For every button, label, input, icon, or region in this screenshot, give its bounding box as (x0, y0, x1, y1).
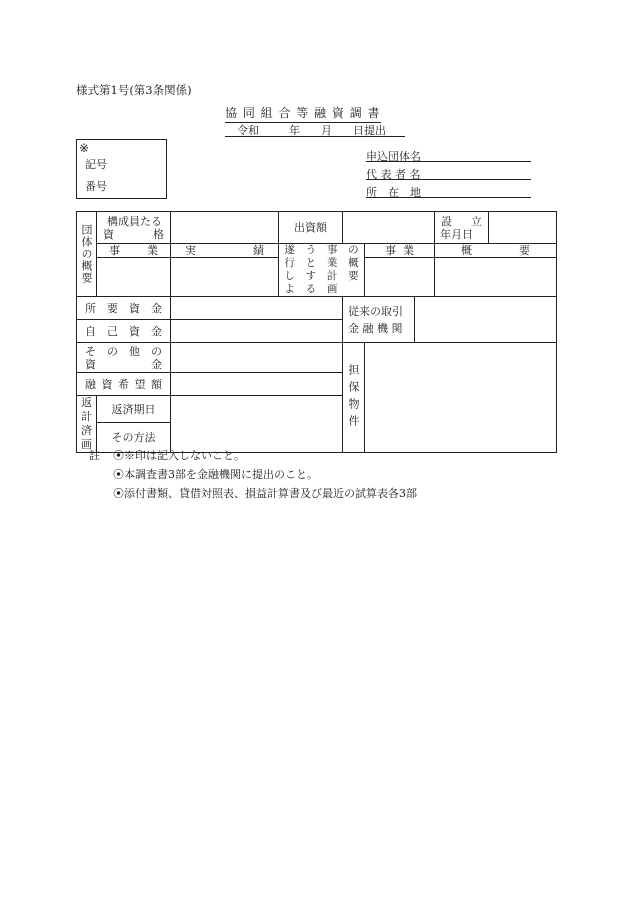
repayment-plan-label: 返計 済画 (77, 396, 97, 453)
note-item: ⦿添付書類、貸借対照表、損益計算書及び最近の試算表各3部 (113, 487, 417, 500)
org-name-field[interactable] (366, 148, 531, 162)
investment-value[interactable] (343, 212, 435, 244)
desired-loan-value[interactable] (171, 373, 343, 396)
submit-date-line (225, 122, 405, 137)
investment-label: 出資額 (279, 212, 343, 244)
member-qualification-value[interactable] (171, 212, 279, 244)
plan-label-char: 業 (326, 257, 338, 269)
own-funds-value[interactable] (171, 320, 343, 343)
official-use-box (76, 139, 167, 199)
outline-header: 概 要 (435, 244, 557, 258)
address-label: 所 在 地 (366, 186, 421, 199)
bank-value[interactable] (415, 297, 557, 343)
date-era: 令和 (237, 124, 259, 137)
results-header: 実 績 (171, 244, 279, 258)
plan-label-char: し (284, 270, 295, 282)
plan-label-char: と (305, 257, 317, 269)
planned-business-label (279, 244, 365, 297)
notes-label: 註 (89, 449, 100, 462)
official-use-mark: ※ (79, 141, 90, 155)
plan-outline-value[interactable] (435, 258, 557, 297)
other-funds-value[interactable] (171, 343, 343, 373)
representative-label: 代 表 者 名 (366, 168, 421, 181)
required-funds-label: 所 要 資 金 (77, 297, 171, 320)
planned-business-value[interactable] (365, 258, 435, 297)
representative-field[interactable] (366, 166, 531, 180)
plan-label-char: 画 (326, 283, 338, 295)
plan-label-char: よ (284, 283, 295, 295)
repay-date-label: 返済期日 (97, 396, 171, 423)
note-item: ⦿本調査書3部を金融機関に提出のこと。 (113, 468, 318, 481)
plan-label-char: 要 (348, 270, 359, 282)
collateral-value[interactable] (365, 343, 557, 453)
org-overview-header: 団体の概要 (77, 212, 97, 297)
plan-label-char (343, 283, 364, 296)
repay-method-label: その方法 (97, 423, 171, 453)
desired-loan-label: 融 資 希 望 額 (77, 373, 171, 396)
document-title: 協 同 組 合 等 融 資 調 書 (225, 104, 381, 123)
org-name-label: 申込団体名 (366, 150, 421, 163)
required-funds-value[interactable] (171, 297, 343, 320)
address-field[interactable] (366, 184, 531, 198)
plan-label-char: 事 (326, 244, 338, 256)
plan-label-char: う (305, 244, 317, 256)
plan-label-char: す (305, 270, 317, 282)
established-value[interactable] (489, 212, 557, 244)
repayment-value[interactable] (171, 396, 343, 453)
plan-label-char: 遂 (284, 244, 295, 256)
collateral-label: 担保物件 (343, 343, 365, 453)
plan-label-char: 概 (348, 257, 359, 269)
form-number: 様式第1号(第3条関係) (76, 83, 192, 97)
business-value[interactable] (97, 258, 171, 297)
bank-label: 従来の取引 金 融 機 関 (343, 297, 415, 343)
loan-form-table (76, 211, 557, 453)
date-month: 月 (321, 124, 332, 137)
plan-label-char: る (305, 283, 317, 295)
note-item: ⦿※印は記入しないこと。 (113, 449, 245, 462)
number-label: 番号 (85, 180, 107, 193)
plan-label-char: の (348, 244, 359, 256)
other-funds-label: そ の 他 の 資 金 (77, 343, 171, 373)
own-funds-label: 自 己 資 金 (77, 320, 171, 343)
plan-label-char: 計 (326, 270, 338, 282)
business-header-2: 事 業 (365, 244, 435, 258)
date-day: 日提出 (353, 124, 386, 137)
plan-label-char: 行 (284, 257, 295, 269)
date-year: 年 (289, 124, 300, 137)
established-label: 設 立 年月日 (435, 212, 489, 244)
results-value[interactable] (171, 258, 279, 297)
business-header: 事 業 (97, 244, 171, 258)
code-label: 記号 (85, 158, 107, 171)
member-qualification-label: 構成員たる 資 格 (97, 212, 171, 244)
